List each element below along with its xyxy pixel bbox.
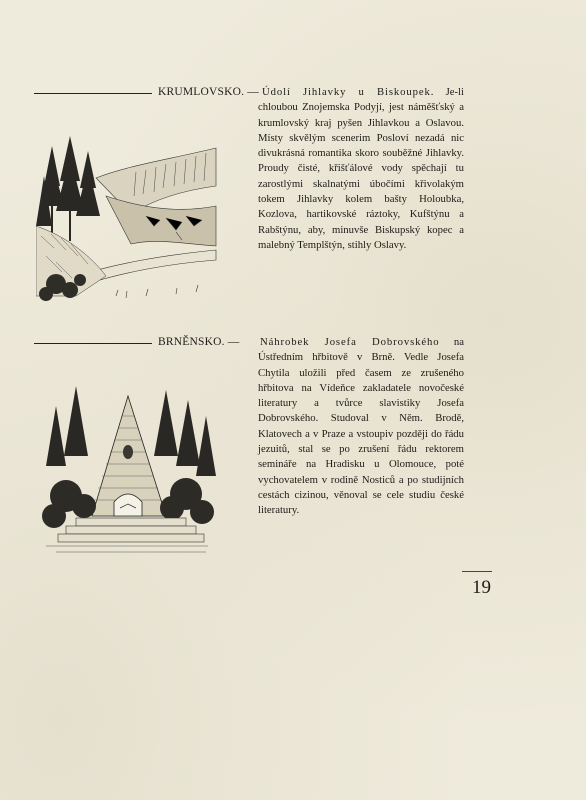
heading-text: BRNĚNSKO. — [158,336,240,348]
section-body [258,335,464,519]
section-heading [158,86,259,98]
page-number: 19 [472,577,491,598]
body-text: Je-li chloubou Znojemska Podyjí, jest náměšťský a krumlovský kraj pyšen Jihlavkou a Oslavou. Místy skvělým scenerim Posloví nezadá nic divukrásná romantika skoro souběžné Jihlavky. Proudy čisté, křišťálové vody spěchají tu zarostlými skalnatými úbočími křivolakým tokem Jihlavky kolem bašty Holoubka, Kozlova, hartikovské ráztoky, Kufštýnu a Rabštýnu, aby, minuvše Biskupský kopec a malebný Templštýn, stihly Oslavy. [258,86,464,251]
section-heading [158,336,239,348]
heading-text: KRUMLOVSKO. — [158,86,259,98]
lead-text: Údolí Jihlavky u Biskoupek. [262,86,435,98]
section-rule [34,343,152,344]
section-rule [34,93,152,94]
lead-text: Náhrobek Josefa Dobrovského [260,336,440,348]
page-number-rule [462,571,492,572]
section-body [258,85,464,253]
pyramid-tomb-illustration [36,376,218,564]
body-text: na Ústředním hřbitově v Brně. Vedle Josefa Chytila uložili před časem ze zrušeného hřbitova na Vídeňce zakladatele novočeské literatury a tvůrce slavistiky Josefa Dobrovského. Studoval v Něm. Brodě, Klatovech a v Praze a vstoupiv později do řádu jezuitů, stal se po zrušení řádu rektorem semináře na Hradisku u Olomouce, poté vychovatelem v rodině Nosticů a po studijních cestách cizinou, věnoval se cele studiu české literatury. [258,336,464,517]
landscape-valley-illustration [36,126,218,306]
